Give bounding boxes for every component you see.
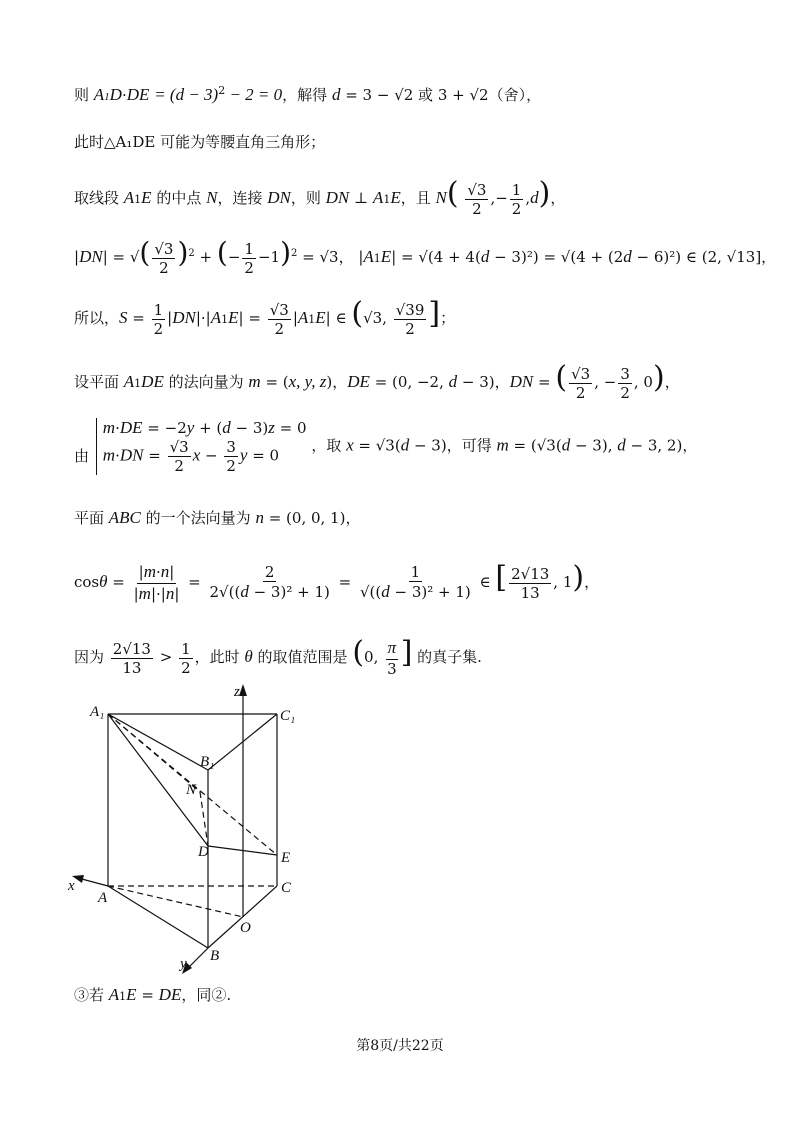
prism-figure (60, 680, 320, 980)
label-B: B (210, 948, 220, 964)
label-D: D (198, 844, 209, 860)
label-A1: A₁ (90, 704, 105, 720)
line-5: 所以，S = $\frac{1}{2}$ |DN|·|A1E| = $\frac{√3}{2}$ |A1E| ∈ (√3, $\frac{√39}{2}$ ]； (74, 296, 456, 338)
label-E: E (281, 850, 291, 866)
line-8: 平面 ABC 的一个法向量为 n = (0, 0, 1)， (74, 508, 361, 527)
line-10: 因为 $\frac{2√13}{13}$ > $\frac{1}{2}$ ，此时 θ 的取值范围是 (0, $\frac{\pi}{3}$ ] 的真子集. (74, 635, 482, 678)
label-B1: B₁ (200, 754, 215, 770)
edge-A1B1 (108, 714, 208, 770)
edge-AO (108, 886, 243, 917)
line-3: 取线段 A1E 的中点 N，连接 DN，则 DN ⊥ A1E，且 N( $\frac{√3}{2}$ ,− $\frac{1}{2}$ ,d)， (74, 176, 566, 218)
line-7: 由 m·DE = −2y + (d − 3)z = 0 m·DN = $\frac{√3}{2}$ x − $\frac{3}{2}$ y = 0 ，取 x = √3(d − 3)，可得 m = (√3(d − 3), d − 3, 2)， (74, 418, 698, 476)
label-C1: C₁ (280, 708, 296, 724)
line-1: 则 $A1D\cdot DE = (d - 3)^2 - 2 = 0$，解得 d = 3 − √2 或 3 + √2（舍）， (74, 84, 542, 104)
edge-A1D (108, 714, 208, 846)
label-C: C (281, 880, 292, 896)
label-z: z (234, 684, 240, 700)
label-A: A (98, 890, 108, 906)
line-11: ③若 A1E = DE，同②. (74, 985, 232, 1004)
line-4: |DN| = √( $\frac{√3}{2}$ )$^2$ + (− $\frac{1}{2}$ −1)$^2$ = √3， |A1E| = √(4 + 4(d − 3)²) = √(4 + (2d − 6)²) ∈ (2, √13]， (74, 236, 777, 277)
edge-AB (108, 886, 208, 948)
axis-z-arrow (239, 684, 247, 696)
label-N: N (186, 782, 197, 798)
label-x: x (68, 878, 75, 894)
label-y: y (180, 956, 187, 972)
line-2: 此时△A₁DE 可能为等腰直角三角形； (74, 133, 326, 151)
line-9: cosθ = $\frac{|m\cdot n|}{|m|\cdot|n|}$ = $\frac{2}{\text{2√((d − 3)² + 1)}}$ = $\frac{1}{\text{√((d − 3)² + 1)}}$ ∈ [ $\frac{2√13}{13}$ , 1)， (74, 560, 600, 603)
label-O: O (240, 920, 251, 936)
line-6: 设平面 A1DE 的法向量为 m = (x, y, z)，DE = (0, −2, d − 3)，DN = ( $\frac{√3}{2}$ , − $\frac{3}{2}$ , 0)， (74, 360, 680, 402)
page-footer: 第8页/共22页 (356, 1038, 444, 1054)
